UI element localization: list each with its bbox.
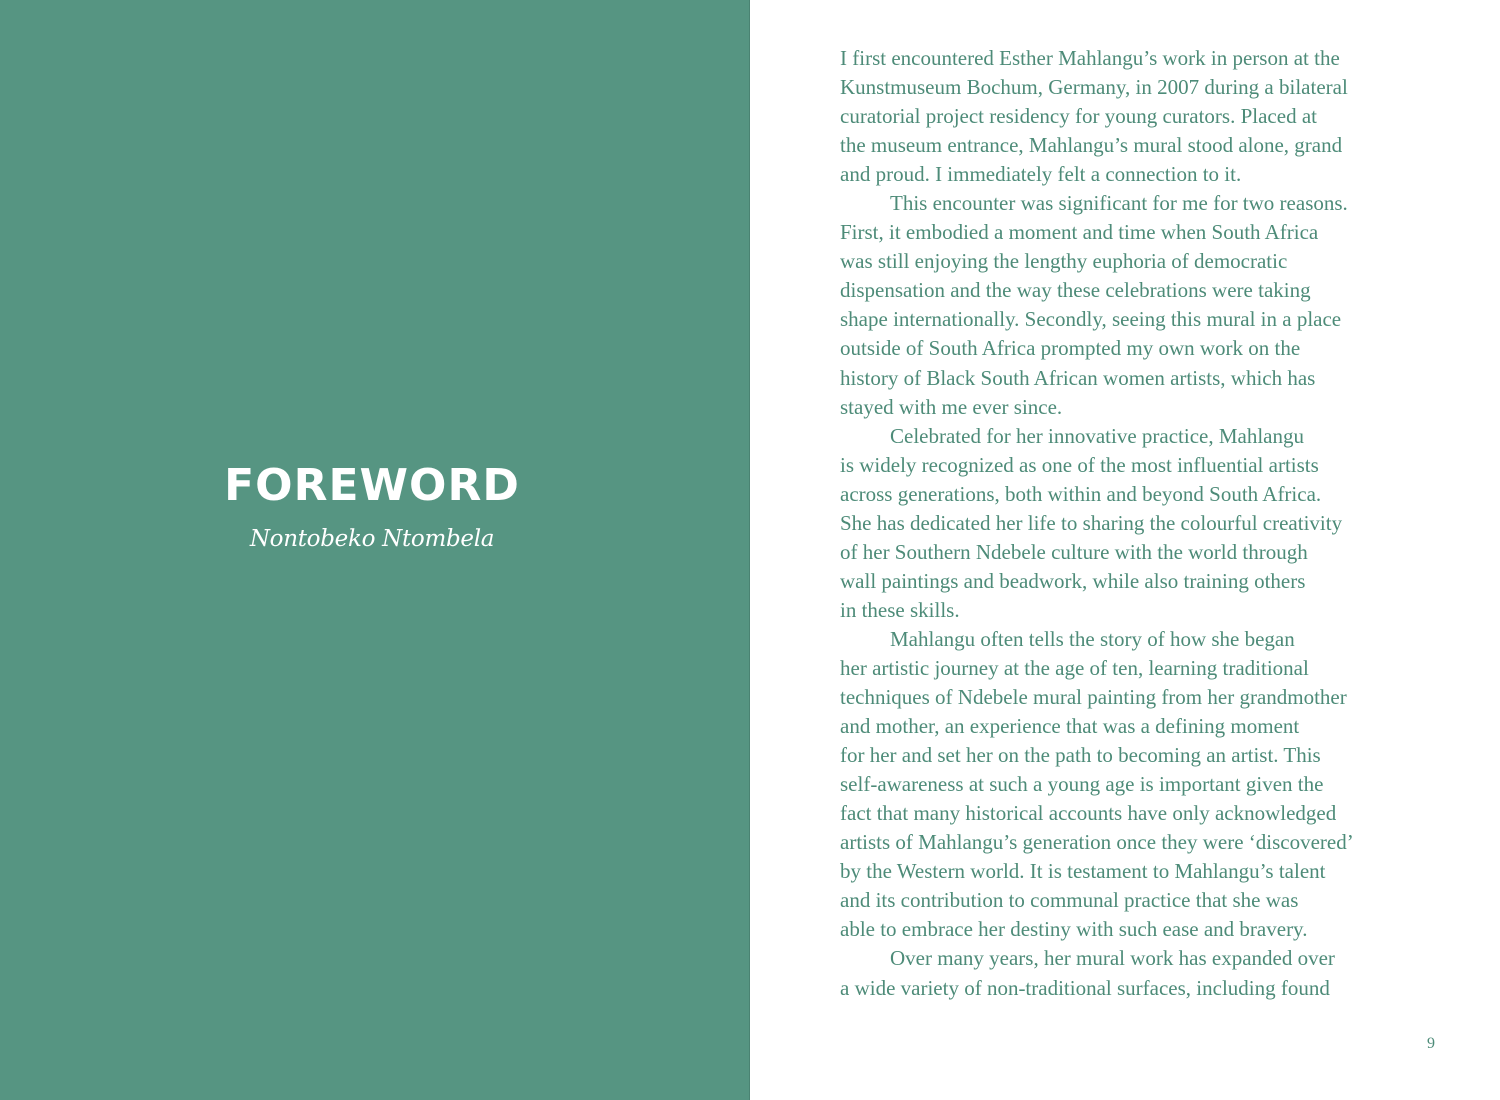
text-line: wall paintings and beadwork, while also training others — [840, 568, 1306, 593]
title-block — [0, 458, 744, 556]
text-line: the museum entrance, Mahlangu’s mural stood alone, grand — [840, 133, 1343, 158]
text-line: Mahlangu often tells the story of how she began — [890, 626, 1295, 651]
text-line: in these skills. — [840, 597, 960, 622]
chapter-author: Nontobeko Ntombela — [249, 526, 495, 552]
text-line: This encounter was significant for me for two reasons. — [890, 191, 1348, 216]
text-line: stayed with me ever since. — [840, 394, 1063, 419]
text-line: for her and set her on the path to becoming an artist. This — [840, 743, 1321, 768]
text-line: is widely recognized as one of the most influential artists — [840, 452, 1319, 477]
text-line: outside of South Africa prompted my own work on the — [840, 336, 1301, 361]
text-line: self-awareness at such a young age is important given the — [840, 772, 1324, 797]
body-text — [840, 44, 1440, 1003]
text-line: was still enjoying the lengthy euphoria of democratic — [840, 249, 1288, 274]
text-line: curatorial project residency for young curators. Placed at — [840, 104, 1317, 129]
text-line: Kunstmuseum Bochum, Germany, in 2007 during a bilateral — [840, 75, 1348, 100]
text-line: able to embrace her destiny with such ease and bravery. — [840, 917, 1308, 942]
text-line: fact that many historical accounts have only acknowledged — [840, 801, 1337, 826]
chapter-title: FOREWORD — [224, 460, 520, 511]
text-line: artists of Mahlangu’s generation once they were ‘discovered’ — [840, 830, 1354, 855]
text-line: dispensation and the way these celebrations were taking — [840, 278, 1311, 303]
text-line: and its contribution to communal practice that she was — [840, 888, 1299, 913]
right-page — [751, 0, 1500, 1100]
text-line: across generations, both within and beyond South Africa. — [840, 481, 1322, 506]
text-line: a wide variety of non-traditional surfaces, including found — [840, 975, 1330, 1000]
text-line: Over many years, her mural work has expanded over — [890, 946, 1335, 971]
text-line: history of Black South African women artists, which has — [840, 365, 1316, 390]
text-line: She has dedicated her life to sharing the colourful creativity — [840, 510, 1343, 535]
text-line: her artistic journey at the age of ten, learning traditional — [840, 655, 1309, 680]
text-line: shape internationally. Secondly, seeing this mural in a place — [840, 307, 1342, 332]
text-line: techniques of Ndebele mural painting from her grandmother — [840, 685, 1347, 710]
page-number: 9 — [1427, 1035, 1435, 1052]
text-line: First, it embodied a moment and time when South Africa — [840, 220, 1319, 245]
text-line: I first encountered Esther Mahlangu’s work in person at the — [840, 46, 1340, 70]
text-line: by the Western world. It is testament to Mahlangu’s talent — [840, 859, 1326, 884]
text-line: Celebrated for her innovative practice, Mahlangu — [890, 423, 1304, 448]
text-line: of her Southern Ndebele culture with the world through — [840, 539, 1308, 564]
text-line: and proud. I immediately felt a connection to it. — [840, 162, 1242, 187]
text-line: and mother, an experience that was a defining moment — [840, 714, 1300, 739]
